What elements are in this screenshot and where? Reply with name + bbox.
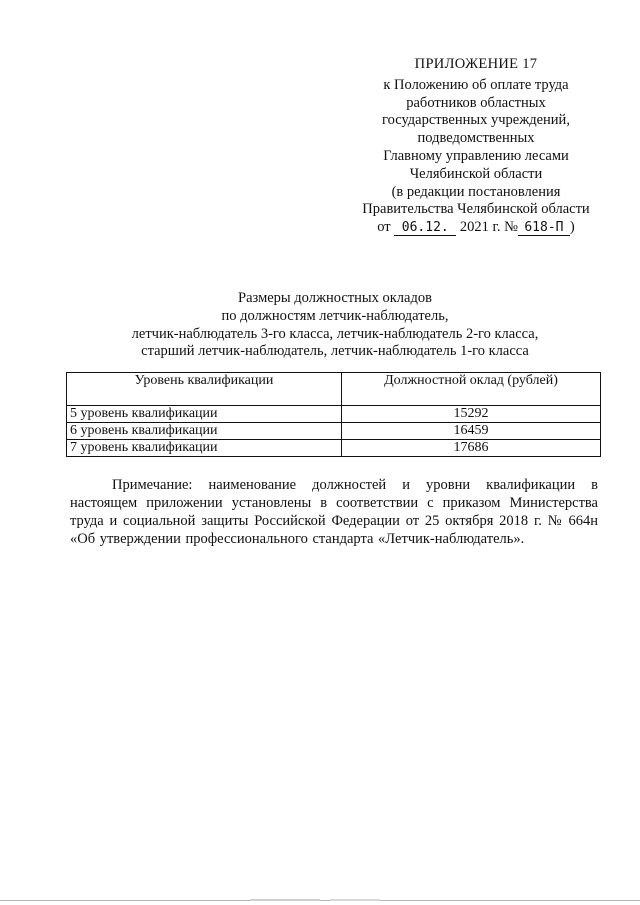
document-title bbox=[70, 290, 600, 361]
year-text: 2021 г. № bbox=[459, 219, 518, 236]
resolution-date-line bbox=[350, 219, 602, 237]
salary-cell: 16459 bbox=[342, 423, 601, 440]
qualification-level-cell: 7 уровень квалификации bbox=[67, 440, 342, 457]
qualification-level-cell: 6 уровень квалификации bbox=[67, 423, 342, 440]
header-qualification-level: Уровень квалификации bbox=[67, 373, 342, 406]
appendix-block bbox=[350, 56, 602, 237]
salary-table bbox=[66, 372, 601, 457]
title-line: летчик-наблюдатель 3-го класса, летчик-наблюдатель 2-го класса, bbox=[131, 325, 539, 342]
date-prefix: от bbox=[377, 219, 391, 236]
table-row bbox=[67, 406, 601, 423]
appendix-line: Главному управлению лесами bbox=[383, 147, 569, 164]
resolution-number: 618-П bbox=[518, 220, 570, 236]
note-paragraph: Примечание: наименование должностей и уровни квалификации в настоящем приложении установлены в соответствии с приказом Министерства труда и социальной защиты Российской Федерации от 25 октября 2018 г. № 664н «Об утверждении профессионального стандарта «Летчик-наблюдатель». bbox=[70, 477, 598, 547]
scan-edge-marks bbox=[0, 896, 640, 905]
appendix-line: (в редакции постановления bbox=[391, 183, 561, 200]
appendix-line: Правительства Челябинской области bbox=[362, 201, 590, 218]
title-line: Размеры должностных окладов bbox=[238, 290, 432, 306]
salary-cell: 17686 bbox=[342, 440, 601, 457]
salary-cell: 15292 bbox=[342, 406, 601, 423]
table-row bbox=[67, 423, 601, 440]
appendix-line: работников областных bbox=[406, 94, 546, 111]
title-line: старший летчик-наблюдатель, летчик-наблюдатель 1-го класса bbox=[141, 343, 529, 360]
title-line: по должностям летчик-наблюдатель, bbox=[221, 307, 449, 324]
header-salary: Должностной оклад (рублей) bbox=[342, 373, 601, 406]
appendix-line: государственных учреждений, bbox=[382, 112, 570, 129]
appendix-line: к Положению об оплате труда bbox=[383, 76, 569, 93]
date-suffix: ) bbox=[569, 219, 575, 236]
qualification-level-cell: 5 уровень квалификации bbox=[67, 406, 342, 423]
appendix-line: подведомственных bbox=[417, 130, 535, 147]
appendix-line: Челябинской области bbox=[409, 165, 543, 182]
resolution-date: 06.12. bbox=[394, 220, 456, 236]
table-row bbox=[67, 440, 601, 457]
table-header-row bbox=[67, 373, 601, 406]
appendix-heading: ПРИЛОЖЕНИЕ 17 bbox=[414, 56, 538, 72]
